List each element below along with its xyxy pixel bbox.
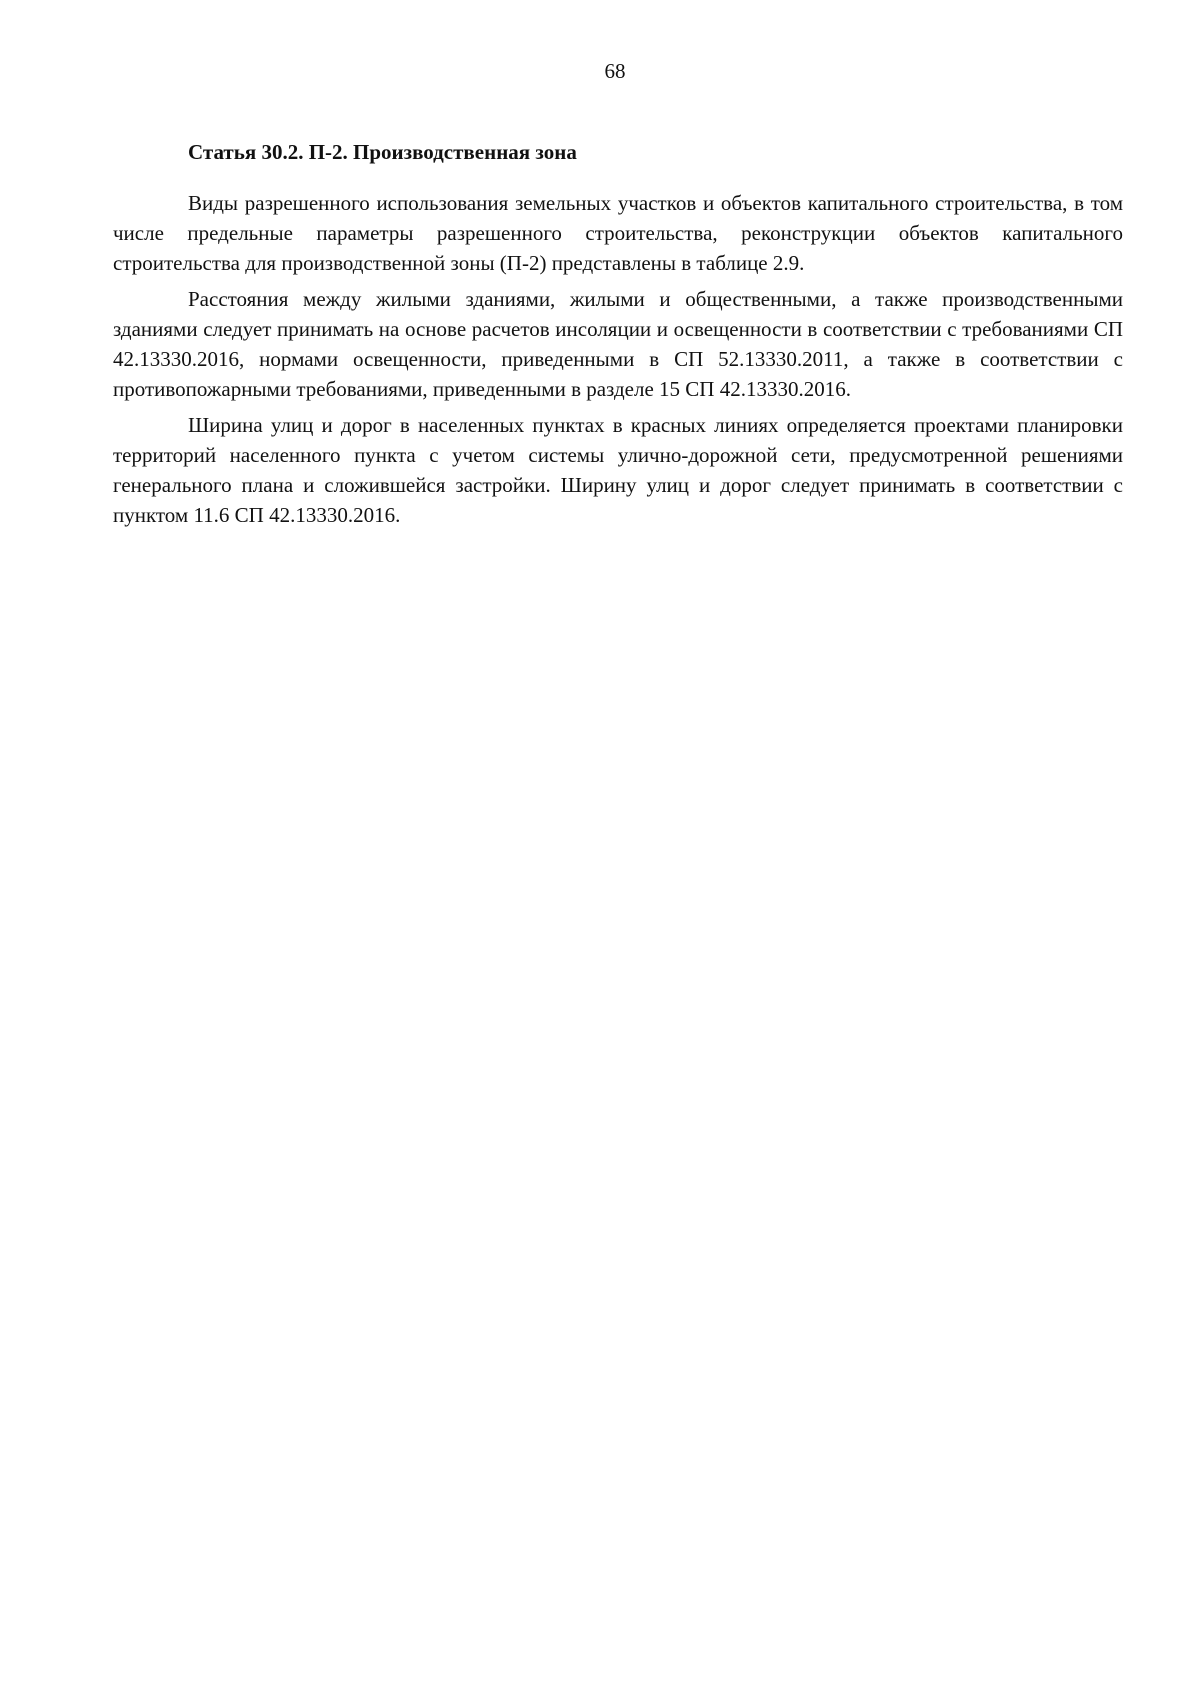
article-content [113, 138, 1123, 536]
paragraph-land-use: Виды разрешенного использования земельных участков и объектов капитального строительства, в том числе предельные параметры разрешенного строительства, реконструкции объектов капитального строительства для производственной зоны (П-2) представлены в таблице 2.9. [113, 191, 1123, 275]
paragraph-street-width: Ширина улиц и дорог в населенных пунктах в красных линиях определяется проектами планировки территорий населенного пункта с учетом системы улично-дорожной сети, предусмотренной решениями генерального плана и сложившейся застройки. Ширину улиц и дорог следует принимать в соответствии с пунктом 11.6 СП 42.13330.2016. [113, 413, 1123, 527]
page-number: 68 [604, 59, 626, 83]
article-title: Статья 30.2. П-2. Производственная зона [188, 140, 577, 164]
paragraph-building-distances: Расстояния между жилыми зданиями, жилыми и общественными, а также производственными зданиями следует принимать на основе расчетов инсоляции и освещенности в соответствии с требованиями СП 42.13330.2016, нормами освещенности, приведенными в СП 52.13330.2011, а также в соответствии с противопожарными требованиями, приведенными в разделе 15 СП 42.13330.2016. [113, 287, 1123, 401]
